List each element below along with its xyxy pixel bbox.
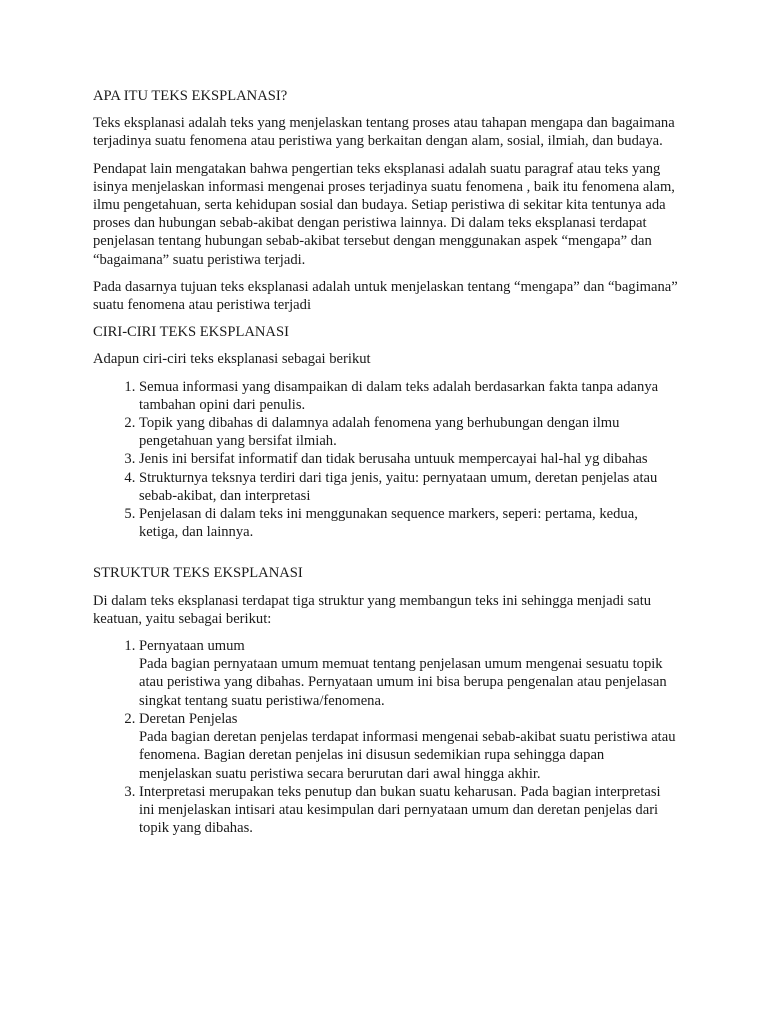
- list-item-text: Pada bagian pernyataan umum memuat tentang penjelasan umum mengenai sesuatu topik atau peristiwa yang dibahas. Pernyataan umum ini bisa berupa pengenalan atau penjelasan singkat tentang suatu peristiwa/fenomena.: [139, 656, 667, 709]
- section-heading-struktur: STRUKTUR TEKS EKSPLANASI: [93, 565, 303, 582]
- struktur-list: [93, 637, 678, 837]
- document-body: [93, 87, 678, 846]
- section-heading-apa-itu: APA ITU TEKS EKSPLANASI?: [93, 88, 288, 104]
- list-item: 2. Topik yang dibahas di dalamnya adalah fenomena yang berhubungan dengan ilmu pengetahuan yang bersifat ilmiah.: [139, 414, 678, 450]
- list-item: [139, 710, 678, 783]
- paragraph-purpose: Pada dasarnya tujuan teks eksplanasi adalah untuk menjelaskan tentang “mengapa” dan “bagimana” suatu fenomena atau peristiwa terjadi: [93, 278, 678, 314]
- paragraph-ciri-intro: Adapun ciri-ciri teks eksplanasi sebagai berikut: [93, 351, 371, 368]
- list-item-title: 2. Deretan Penjelas: [139, 710, 238, 727]
- section-heading-ciri-ciri: CIRI-CIRI TEKS EKSPLANASI: [93, 324, 289, 341]
- list-item: 1. Semua informasi yang disampaikan di dalam teks adalah berdasarkan fakta tanpa adanya tambahan opini dari penulis.: [139, 378, 678, 414]
- ciri-list: [93, 378, 678, 542]
- paragraph-definition: Teks eksplanasi adalah teks yang menjelaskan tentang proses atau tahapan mengapa dan bagaimana terjadinya suatu fenomena atau peristiwa yang berkaitan dengan alam, sosial, ilmiah, dan budaya.: [93, 115, 675, 150]
- list-item-text: 3. Interpretasi merupakan teks penutup dan bukan suatu keharusan. Pada bagian interpretasi ini menjelaskan intisari atau kesimpulan dari pernyataan umum dan deretan penjelas dari topik yang dibahas.: [139, 783, 661, 837]
- paragraph-struktur-intro: Di dalam teks eksplanasi terdapat tiga struktur yang membangun teks ini sehingga menjadi satu keatuan, yaitu sebagai berikut:: [93, 592, 652, 627]
- blank-line: [93, 550, 678, 564]
- list-item: [139, 783, 678, 838]
- list-item: 3. Jenis ini bersifat informatif dan tidak berusaha untuuk mempercayai hal-hal yg dibahas: [139, 450, 678, 468]
- paragraph-other-opinion: Pendapat lain mengatakan bahwa pengertian teks eksplanasi adalah suatu paragraf atau teks yang isinya menjelaskan informasi mengenai proses terjadinya suatu fenomena , baik itu fenomena alam, ilmu pengetahuan, serta kehidupan sosial dan budaya. Setiap peristiwa di sekitar kita tentunya ada proses dan hubungan sebab-akibat dengan peristiwa lainnya. Di dalam teks eksplanasi terdapat penjelasan tentang hubungan sebab-akibat tersebut dengan menggunakan aspek “mengapa” dan “bagaimana” suatu peristiwa terjadi.: [93, 160, 675, 268]
- list-item: 5. Penjelasan di dalam teks ini menggunakan sequence markers, seperi: pertama, kedua, ketiga, dan lainnya.: [139, 505, 678, 541]
- list-item-title: 1. Pernyataan umum: [139, 638, 245, 655]
- list-item: [139, 637, 678, 710]
- list-item: 4. Strukturnya teksnya terdiri dari tiga jenis, yaitu: pernyataan umum, deretan penjelas atau sebab-akibat, dan interpretasi: [139, 469, 678, 505]
- list-item-text: Pada bagian deretan penjelas terdapat informasi mengenai sebab-akibat suatu peristiwa atau fenomena. Bagian deretan penjelas ini disusun sedemikian rupa sehingga dapan menjelaskan suatu peristiwa secara berurutan dari awal hingga akhir.: [139, 729, 676, 782]
